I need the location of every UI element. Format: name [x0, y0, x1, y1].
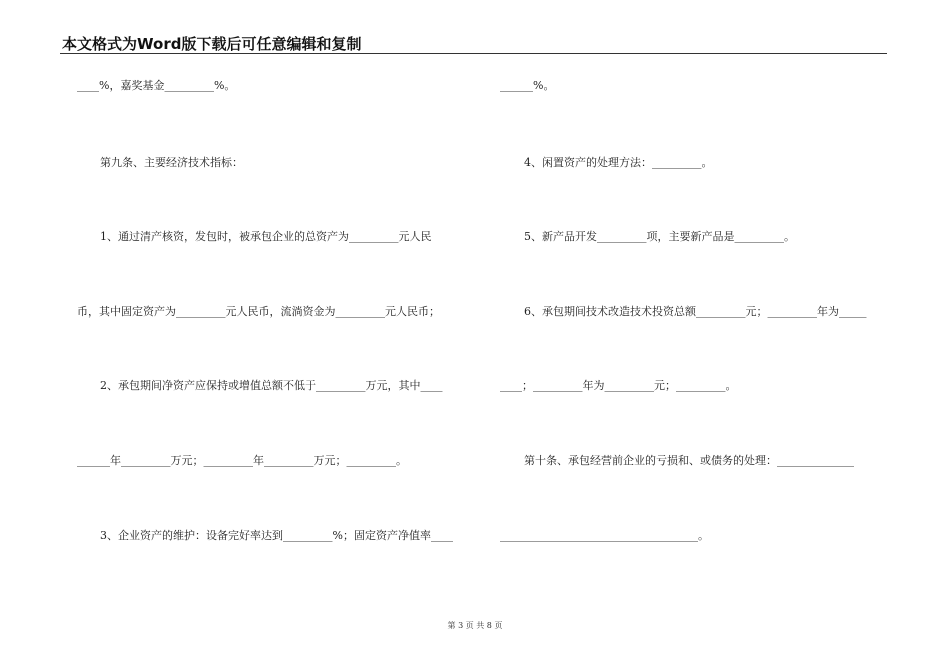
- right-line-3: 5、新产品开发_________项，主要新产品是_________。: [524, 230, 795, 243]
- document-header-title: 本文格式为Word版下载后可任意编辑和复制: [62, 35, 362, 53]
- left-line-7: 3、企业资产的维护：设备完好率达到_________%；固定资产净值率____: [100, 529, 453, 542]
- left-line-6: ______年_________万元；_________年_________万元；_________。: [77, 454, 407, 467]
- page-number: 第 3 页 共 8 页: [447, 621, 503, 630]
- left-line-1: ____%，嘉奖基金_________%。: [77, 79, 236, 92]
- right-line-1: ______%。: [500, 79, 555, 92]
- left-line-3: 1、通过清产核资，发包时，被承包企业的总资产为_________元人民: [100, 230, 432, 243]
- left-line-4: 币，其中固定资产为_________元人民币，流淌资金为_________元人民币；: [77, 305, 440, 318]
- left-line-5: 2、承包期间净资产应保持或增值总额不低于_________万元，其中____: [100, 379, 443, 392]
- left-line-2: 第九条、主要经济技术指标：: [100, 156, 243, 169]
- right-line-7: ____________________________________。: [500, 529, 709, 542]
- right-line-4: 6、承包期间技术改造技术投资总额_________元；_________年为_____: [524, 305, 867, 318]
- right-line-5: ____；_________年为_________元；_________。: [500, 379, 737, 392]
- right-line-2: 4、闲置资产的处理方法：_________。: [524, 156, 713, 169]
- right-line-6: 第十条、承包经营前企业的亏损和、或债务的处理：______________: [524, 454, 854, 467]
- header-divider: [60, 53, 887, 54]
